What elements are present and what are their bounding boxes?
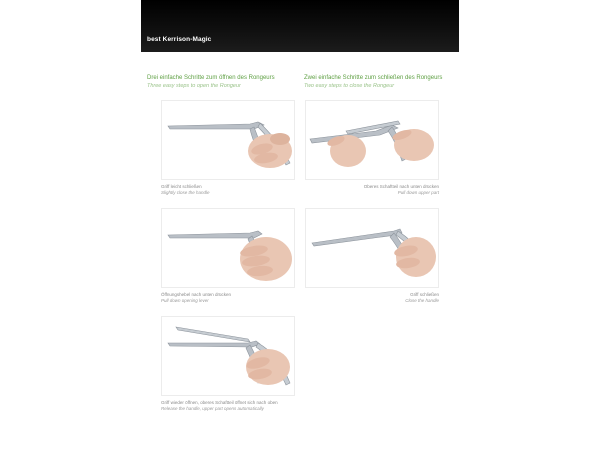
open-section-subtitle: Three easy steps to open the Rongeur [147,83,241,89]
open-step-3-caption-en: Release the handle, upper part opens automatically [161,406,264,411]
page-header [141,0,459,52]
open-step-3-photo [161,316,295,396]
open-step-2-photo [161,208,295,288]
open-step-1-caption-en: Slightly close the handle [161,190,210,195]
open-step-1-caption [161,184,210,196]
open-step-3-caption-de: Griff wieder öffnen, oberes Schaftteil öffnet sich nach oben [161,400,278,405]
close-step-2-photo [305,208,439,288]
close-step-1-photo [305,100,439,180]
open-step-2-caption-en: Pull down opening lever [161,298,209,303]
open-step-2-caption [161,292,231,304]
open-step-2-caption-de: Öffnungshebel nach unten drücken [161,292,231,297]
close-step-1-caption-en: Pull down upper part [397,190,439,195]
open-section-title: Drei einfache Schritte zum öffnen des Rongeurs [147,75,275,81]
close-section-title: Zwei einfache Schritte zum schließen des Rongeurs [304,75,443,81]
brand-title: best Kerrison-Magic [147,36,212,43]
close-step-2-caption-de: Griff schließen [410,292,439,297]
close-step-2-caption-en: Close the handle [405,298,439,303]
close-section-subtitle: Two easy steps to close the Rongeur [304,83,395,89]
open-step-1-caption-de: Griff leicht schließen [161,184,202,189]
close-step-2-caption [405,292,439,304]
open-step-1-photo [161,100,295,180]
close-step-1-caption [364,184,439,196]
brochure-page [141,0,459,450]
open-step-3-caption [161,400,278,412]
close-step-1-caption-de: Oberes Schaftteil nach unten drücken [363,184,439,189]
